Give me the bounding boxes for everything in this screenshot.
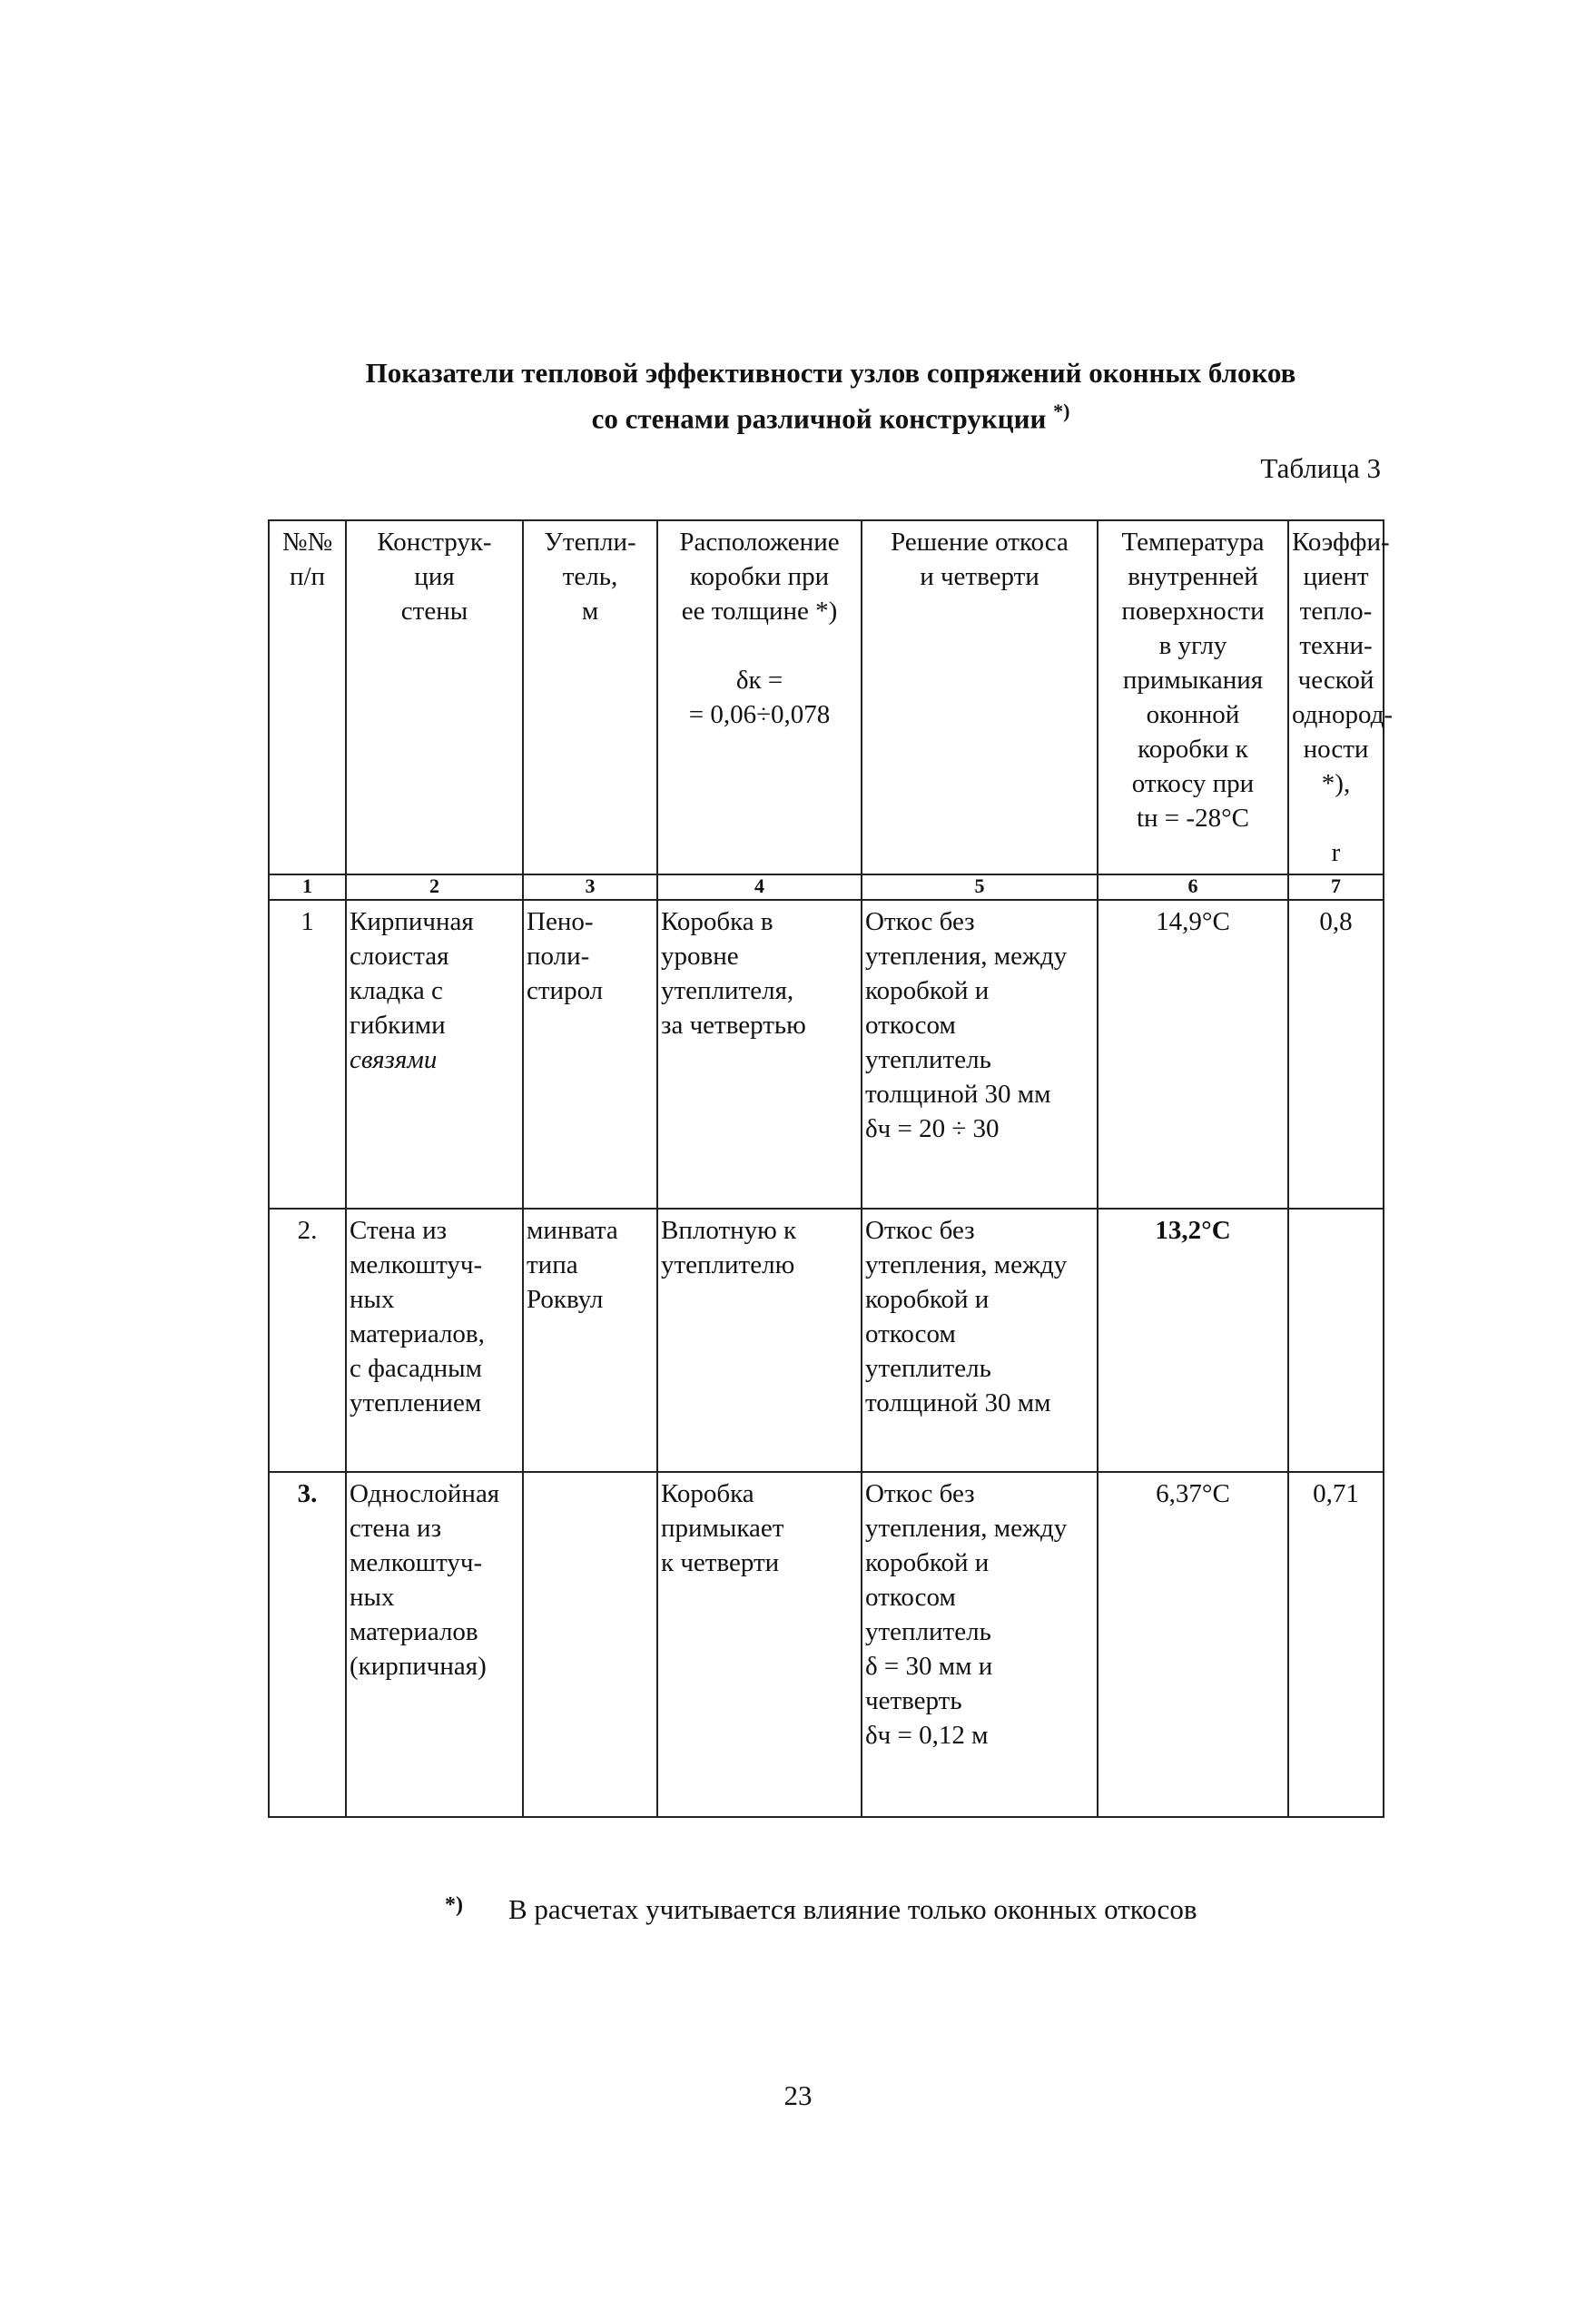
- coefficient-cell: [1288, 1209, 1384, 1472]
- wall-construction-cell: [346, 900, 523, 1209]
- wall-line: утеплением: [350, 1388, 482, 1417]
- thermal-efficiency-table: [268, 519, 1394, 1818]
- coefficient-cell: 0,8: [1288, 900, 1384, 1209]
- header-line: тель,: [562, 562, 618, 591]
- column-number: 6: [1098, 874, 1288, 900]
- position-line: Вплотную к: [661, 1216, 797, 1245]
- wall-construction-cell: [346, 1209, 523, 1472]
- wall-line: ных: [350, 1285, 395, 1314]
- solution-line: четверть: [865, 1686, 962, 1715]
- solution-line: утепления, между: [865, 942, 1068, 971]
- insulation-line: Роквул: [527, 1285, 604, 1314]
- header-line: ее толщине *): [681, 597, 838, 626]
- wall-line: материалов: [350, 1617, 478, 1646]
- insulation-line: минвата: [527, 1216, 618, 1245]
- footnote: [445, 1893, 1197, 1926]
- table-row: [269, 900, 1384, 1209]
- solution-line: Откос без: [865, 1216, 975, 1245]
- header-line: [661, 628, 858, 663]
- position-line: к четверти: [661, 1548, 780, 1577]
- position-line: утеплителя,: [661, 976, 794, 1005]
- header-line: в углу: [1158, 631, 1227, 660]
- column-number: 2: [346, 874, 523, 900]
- header-cell: [269, 520, 346, 874]
- header-cell: [346, 520, 523, 874]
- position-line: Коробка в: [661, 907, 773, 936]
- header-line: Температура: [1121, 528, 1265, 557]
- header-cell: [862, 520, 1098, 874]
- reveal-solution-cell: [862, 1209, 1098, 1472]
- wall-line: связями: [350, 1045, 438, 1074]
- insulation-line: типа: [527, 1250, 578, 1279]
- header-line: техни-: [1299, 631, 1373, 660]
- solution-line: δч = 20 ÷ 30: [865, 1114, 1000, 1143]
- temperature-cell: 6,37°С: [1098, 1472, 1288, 1817]
- table-caption: Таблица 3: [1260, 452, 1381, 484]
- insulation-cell: [523, 1472, 657, 1817]
- frame-position-cell: [657, 1209, 862, 1472]
- wall-line: слоистая: [350, 942, 449, 971]
- header-line: Коэффи-: [1292, 528, 1390, 557]
- solution-line: откосом: [865, 1583, 956, 1612]
- header-line: Утепли-: [544, 528, 636, 557]
- wall-line: мелкоштуч-: [350, 1250, 483, 1279]
- header-line: ческой: [1297, 666, 1374, 695]
- wall-line: кладка с: [350, 976, 443, 1005]
- solution-line: утеплитель: [865, 1045, 991, 1074]
- wall-line: материалов,: [350, 1319, 485, 1348]
- footnote-text: В расчетах учитывается влияние только оконных откосов: [508, 1893, 1197, 1925]
- column-number-row: [269, 874, 1384, 900]
- header-line: ция: [414, 562, 455, 591]
- position-line: уровне: [661, 942, 739, 971]
- table-header-row: [269, 520, 1384, 874]
- title-footnote-mark: *): [1053, 400, 1070, 422]
- table-row: [269, 1472, 1384, 1817]
- wall-line: стена из: [350, 1514, 442, 1543]
- header-line: [1292, 801, 1380, 835]
- position-line: примыкает: [661, 1514, 784, 1543]
- header-line: оконной: [1146, 700, 1240, 729]
- solution-line: утеплитель: [865, 1354, 991, 1383]
- wall-line: ных: [350, 1583, 395, 1612]
- header-line: tн = -28°С: [1136, 804, 1250, 833]
- header-line: примыкания: [1122, 666, 1264, 695]
- header-line: коробки при: [689, 562, 830, 591]
- insulation-line: стирол: [527, 976, 604, 1005]
- column-number: 4: [657, 874, 862, 900]
- page-number: 23: [783, 2079, 813, 2111]
- header-line: откосу при: [1131, 769, 1255, 798]
- column-number: 7: [1288, 874, 1384, 900]
- temperature-cell: 13,2°С: [1098, 1209, 1288, 1472]
- header-line: циент: [1303, 562, 1369, 591]
- reveal-solution-cell: [862, 900, 1098, 1209]
- wall-construction-cell: [346, 1472, 523, 1817]
- solution-line: толщиной 30 мм: [865, 1388, 1051, 1417]
- header-cell: [657, 520, 862, 874]
- header-cell: [1288, 520, 1394, 874]
- solution-line: коробкой и: [865, 1285, 990, 1314]
- solution-line: утепления, между: [865, 1250, 1068, 1279]
- position-line: за четвертью: [661, 1011, 806, 1040]
- header-line: = 0,06÷0,078: [688, 700, 831, 729]
- wall-line: Кирпичная: [350, 907, 474, 936]
- insulation-line: поли-: [527, 942, 590, 971]
- solution-line: коробкой и: [865, 976, 990, 1005]
- solution-line: δ = 30 мм и: [865, 1652, 993, 1681]
- wall-line: с фасадным: [350, 1354, 482, 1383]
- header-line: однород-: [1292, 700, 1394, 729]
- solution-line: толщиной 30 мм: [865, 1080, 1051, 1109]
- header-line: коробки к: [1138, 735, 1248, 764]
- header-line: поверхности: [1121, 597, 1265, 626]
- solution-line: δч = 0,12 м: [865, 1721, 989, 1750]
- insulation-cell: [523, 900, 657, 1209]
- header-cell: [523, 520, 657, 874]
- solution-line: Откос без: [865, 907, 975, 936]
- header-line: Расположение: [679, 528, 840, 557]
- document-title: [227, 354, 1434, 438]
- frame-position-cell: [657, 900, 862, 1209]
- insulation-line: Пено-: [527, 907, 594, 936]
- title-line-1: Показатели тепловой эффективности узлов сопряжений оконных блоков: [365, 357, 1296, 389]
- header-line: r: [1331, 838, 1341, 867]
- header-cell: [1098, 520, 1288, 874]
- solution-line: утеплитель: [865, 1617, 991, 1646]
- row-number: 3.: [269, 1472, 346, 1817]
- solution-line: откосом: [865, 1011, 956, 1040]
- wall-line: гибкими: [350, 1011, 446, 1040]
- column-number: 3: [523, 874, 657, 900]
- title-line-2: [227, 392, 1434, 438]
- frame-position-cell: [657, 1472, 862, 1817]
- header-line: м: [581, 597, 599, 626]
- coefficient-cell: 0,71: [1288, 1472, 1384, 1817]
- header-line: δк =: [735, 666, 783, 695]
- reveal-solution-cell: [862, 1472, 1098, 1817]
- wall-line: мелкоштуч-: [350, 1548, 483, 1577]
- position-line: утеплителю: [661, 1250, 795, 1279]
- table-row: [269, 1209, 1384, 1472]
- header-line: и четверти: [920, 562, 1039, 591]
- wall-line: (кирпичная): [350, 1652, 487, 1681]
- solution-line: утепления, между: [865, 1514, 1068, 1543]
- header-line: ности *),: [1303, 735, 1369, 798]
- header-line: №№: [281, 528, 333, 557]
- title-line-2-text: со стенами различной конструкции: [591, 402, 1047, 435]
- solution-line: откосом: [865, 1319, 956, 1348]
- header-line: Решение откоса: [891, 528, 1069, 557]
- temperature-cell: 14,9°С: [1098, 900, 1288, 1209]
- footnote-mark: *): [445, 1893, 463, 1917]
- row-number: 1: [269, 900, 346, 1209]
- column-number: 1: [269, 874, 346, 900]
- header-line: п/п: [289, 562, 326, 591]
- position-line: Коробка: [661, 1479, 754, 1508]
- insulation-cell: [523, 1209, 657, 1472]
- header-line: тепло-: [1299, 597, 1373, 626]
- wall-line: Стена из: [350, 1216, 448, 1245]
- header-line: внутренней: [1128, 562, 1258, 591]
- row-number: 2.: [269, 1209, 346, 1472]
- wall-line: Однослойная: [350, 1479, 500, 1508]
- solution-line: коробкой и: [865, 1548, 990, 1577]
- solution-line: Откос без: [865, 1479, 975, 1508]
- header-line: Конструк-: [377, 528, 492, 557]
- column-number: 5: [862, 874, 1098, 900]
- header-line: стены: [400, 597, 468, 626]
